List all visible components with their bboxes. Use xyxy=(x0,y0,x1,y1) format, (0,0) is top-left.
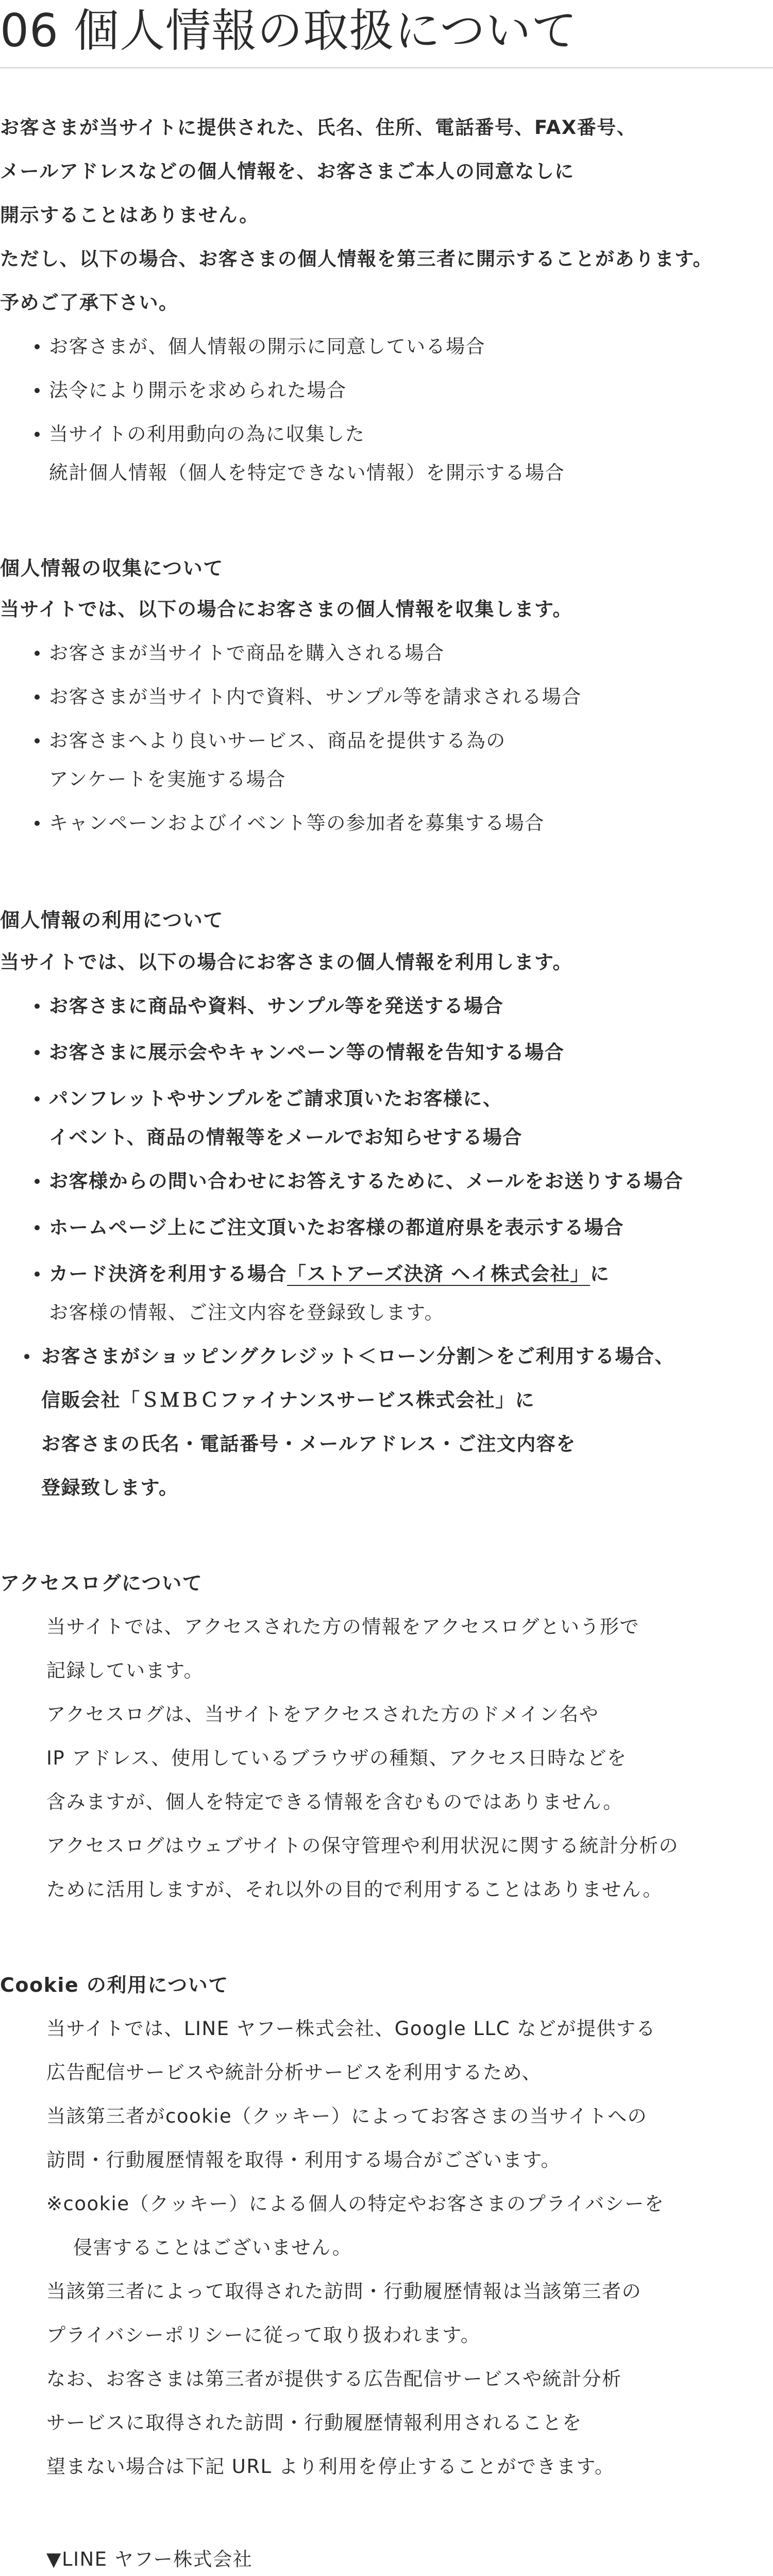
section-heading: アクセスログについて xyxy=(0,1572,203,1595)
list-item: お客さまが当サイト内で資料、サンプル等を請求される場合 xyxy=(49,686,582,708)
bullet-dot xyxy=(35,1179,40,1184)
paragraph-line: アクセスログは、当サイトをアクセスされた方のドメイン名や xyxy=(46,1703,599,1725)
bullet-dot xyxy=(35,1096,40,1101)
bullet-dot xyxy=(35,1050,40,1055)
bullet-dot xyxy=(35,738,40,743)
loan-text: に xyxy=(515,1389,535,1411)
paragraph-line: 含みますが、個人を特定できる情報を含むものではありません。 xyxy=(46,1791,623,1813)
optout-label-line: ▼LINE ヤフー株式会社 xyxy=(46,2548,253,2570)
list-item: 法令により開示を求められた場合 xyxy=(49,379,347,401)
bullet-dot xyxy=(35,1225,40,1230)
bullet-dot xyxy=(35,344,40,349)
paragraph-line: 当該第三者がcookie（クッキー）によってお客さまの当サイトへの xyxy=(46,2105,647,2127)
list-item: キャンペーンおよびイベント等の参加者を募集する場合 xyxy=(49,812,545,834)
page-title: 06 個人情報の取扱について xyxy=(0,4,578,57)
loan-text: 信販会社 xyxy=(41,1389,121,1411)
list-item: ホームページ上にご注文頂いたお客様の都道府県を表示する場合 xyxy=(49,1216,624,1239)
bullet-dot xyxy=(35,821,40,826)
paragraph-line: アクセスログはウェブサイトの保守管理や利用状況に関する統計分析の xyxy=(46,1835,679,1857)
intro-text: 開示することはありません。 xyxy=(0,204,259,226)
paragraph-line: 訪問・行動履歴情報を取得・利用する場合がございます。 xyxy=(46,2149,561,2171)
paragraph-line: 当サイトでは、LINE ヤフー株式会社、Google LLC などが提供する xyxy=(46,2018,656,2040)
list-item: お客さまに商品や資料、サンプル等を発送する場合 xyxy=(49,995,504,1017)
list-item: アンケートを実施する場合 xyxy=(49,768,286,790)
section-heading: Cookie の利用について xyxy=(0,1974,229,1996)
list-item: 登録致します。 xyxy=(41,1477,179,1499)
bullet-dot xyxy=(35,1272,40,1277)
section-heading: 個人情報の利用について xyxy=(0,909,224,931)
bullet-dot xyxy=(35,1004,40,1009)
bullet-dot xyxy=(35,432,40,437)
card-text: に xyxy=(590,1263,610,1285)
list-item: お客さまに展示会やキャンペーン等の情報を告知する場合 xyxy=(49,1041,565,1063)
intro-text: メールアドレスなどの個人情報を、お客さまご本人の同意なしに xyxy=(0,160,575,182)
list-item: お客さまがショッピングクレジット＜ローン分割＞をご利用する場合、 xyxy=(41,1345,675,1367)
title-divider xyxy=(0,67,773,69)
bullet-dot xyxy=(24,1354,29,1359)
paragraph-line: 広告配信サービスや統計分析サービスを利用するため、 xyxy=(46,2061,542,2083)
section-lead: 当サイトでは、以下の場合にお客さまの個人情報を利用します。 xyxy=(0,951,573,973)
list-item: お客さまが当サイトで商品を購入される場合 xyxy=(49,642,445,664)
card-text: カード決済を利用する場合 xyxy=(49,1263,287,1285)
paragraph-line: 望まない場合は下記 URL より利用を停止することができます。 xyxy=(46,2455,615,2478)
intro-text: ただし、以下の場合、お客さまの個人情報を第三者に開示することがあります。 xyxy=(0,248,713,270)
list-item: お客さまへより良いサービス、商品を提供する為の xyxy=(49,730,506,752)
intro-text: 予めご了承下さい。 xyxy=(0,292,179,314)
intro-text: お客さまが当サイトに提供された、氏名、住所、電話番号、FAX番号、 xyxy=(0,116,637,139)
list-item: お客様の情報、ご注文内容を登録致します。 xyxy=(49,1301,445,1324)
list-item: 当サイトの利用動向の為に収集した xyxy=(49,423,365,445)
list-item: パンフレットやサンプルをご請求頂いたお客様に、 xyxy=(49,1088,503,1110)
section-lead: 当サイトでは、以下の場合にお客さまの個人情報を収集します。 xyxy=(0,598,573,620)
paragraph-line: ※cookie（クッキー）による個人の特定やお客さまのプライバシーを xyxy=(46,2193,665,2215)
paragraph-line: ために活用しますが、それ以外の目的で利用することはありません。 xyxy=(46,1878,663,1901)
bullet-dot xyxy=(35,651,40,656)
list-item: イベント、商品の情報等をメールでお知らせする場合 xyxy=(49,1126,523,1148)
paragraph-line: なお、お客さまは第三者が提供する広告配信サービスや統計分析 xyxy=(46,2368,622,2390)
list-item xyxy=(49,1261,610,1287)
paragraph-line: プライバシーポリシーに従って取り扱われます。 xyxy=(46,2324,481,2346)
list-item: お客様からの問い合わせにお答えするために、メールをお送りする場合 xyxy=(49,1170,684,1192)
paragraph-line: サービスに取得された訪問・行動履歴情報利用されることを xyxy=(46,2412,582,2434)
smbc-company-name: 「ＳＭＢＣファイナンスサービス株式会社」 xyxy=(121,1389,515,1411)
paragraph-line: 侵害することはございません。 xyxy=(73,2236,352,2259)
bullet-dot xyxy=(35,694,40,700)
list-item: お客さまが、個人情報の開示に同意している場合 xyxy=(49,335,485,358)
paragraph-line: IP アドレス、使用しているブラウザの種類、アクセス日時などを xyxy=(46,1747,627,1769)
paragraph-line: 記録しています。 xyxy=(46,1659,204,1682)
list-item xyxy=(41,1387,535,1414)
paragraph-line: 当該第三者によって取得された訪問・行動履歴情報は当該第三者の xyxy=(46,2280,642,2302)
bullet-dot xyxy=(35,388,40,393)
list-item: 統計個人情報（個人を特定できない情報）を開示する場合 xyxy=(49,462,565,484)
stores-payment-link[interactable]: 「ストアーズ決済 ヘイ株式会社」 xyxy=(287,1263,590,1285)
section-heading: 個人情報の収集について xyxy=(0,557,224,580)
list-item: お客さまの氏名・電話番号・メールアドレス・ご注文内容を xyxy=(41,1433,576,1455)
paragraph-line: 当サイトでは、アクセスされた方の情報をアクセスログという形で xyxy=(46,1616,640,1638)
